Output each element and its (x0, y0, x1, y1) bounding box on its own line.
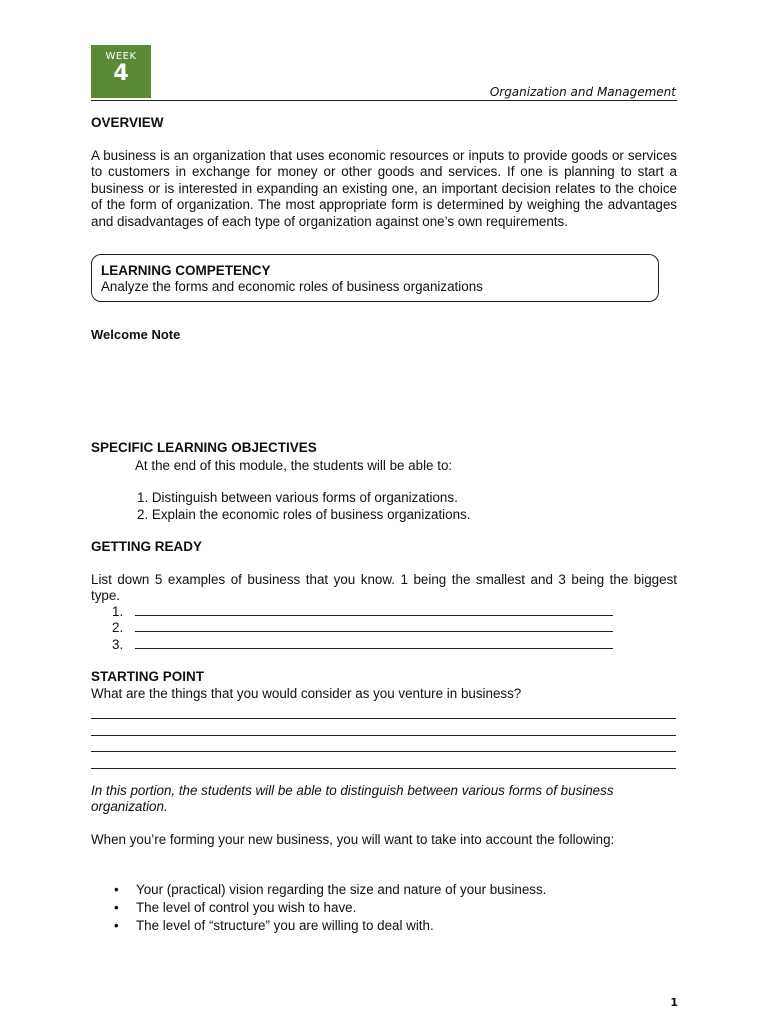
answer-number: 3. (112, 636, 124, 652)
week-label: WEEK (105, 51, 137, 62)
forming-intro: When you’re forming your new business, you will want to take into account the following: (91, 832, 615, 847)
list-item (114, 899, 546, 917)
objectives-intro: At the end of this module, the students will be able to: (135, 458, 453, 473)
answer-blank[interactable] (135, 620, 613, 632)
page-number: 1 (670, 996, 678, 1009)
list-item (114, 917, 546, 935)
overview-heading: OVERVIEW (91, 115, 164, 130)
bullet: • (114, 900, 119, 915)
getting-ready-heading: GETTING READY (91, 539, 203, 554)
objective-item: 1. Distinguish between various forms of organizations. (137, 490, 458, 505)
answer-line[interactable] (91, 752, 676, 768)
overview-text: A business is an organization that uses economic resources or inputs to provide goods or services to customers in exchange for money or other goods and services. If one is planning to start a business or is interested in expanding an existing one, an important decision relates to the choice of the form of organization. The most appropriate form is determined by weighing the advantages and disadvantages of each type of organization against one’s own requirements. (91, 148, 677, 229)
header-rule (91, 100, 677, 101)
answer-row[interactable] (112, 604, 613, 620)
answer-line[interactable] (91, 703, 676, 719)
week-badge (91, 45, 151, 98)
answer-lines (91, 703, 676, 769)
answer-line[interactable] (91, 736, 676, 752)
competency-text: Analyze the forms and economic roles of business organizations (101, 279, 483, 294)
list-item-text: The level of control you wish to have. (136, 900, 357, 915)
objectives-heading: SPECIFIC LEARNING OBJECTIVES (91, 440, 317, 455)
answer-number: 2. (112, 620, 124, 636)
answer-line[interactable] (91, 719, 676, 735)
starting-point-question: What are the things that you would consider as you venture in business? (91, 686, 522, 701)
getting-ready-text: List down 5 examples of business that you know. 1 being the smallest and 3 being the biggest type. (91, 572, 677, 604)
considerations-list (114, 881, 546, 935)
list-item-text: Your (practical) vision regarding the size and nature of your business. (136, 882, 547, 897)
answer-list (112, 604, 613, 653)
bullet: • (114, 918, 119, 933)
week-number: 4 (113, 61, 129, 86)
list-item-text: The level of “structure” you are willing to deal with. (136, 918, 434, 933)
welcome-note-heading: Welcome Note (91, 327, 181, 342)
learning-competency-box (91, 254, 659, 302)
starting-point-heading: STARTING POINT (91, 669, 204, 684)
subject-title: Organization and Management (489, 85, 676, 99)
answer-row[interactable] (112, 620, 613, 636)
bullet: • (114, 882, 119, 897)
portion-note: In this portion, the students will be able to distinguish between various forms of business organization. (91, 783, 614, 815)
competency-title: LEARNING COMPETENCY (101, 263, 271, 278)
objective-item: 2. Explain the economic roles of business organizations. (137, 507, 471, 522)
list-item (114, 881, 546, 899)
answer-blank[interactable] (135, 637, 613, 649)
answer-row[interactable] (112, 637, 613, 653)
answer-blank[interactable] (135, 604, 613, 616)
answer-number: 1. (112, 604, 124, 619)
